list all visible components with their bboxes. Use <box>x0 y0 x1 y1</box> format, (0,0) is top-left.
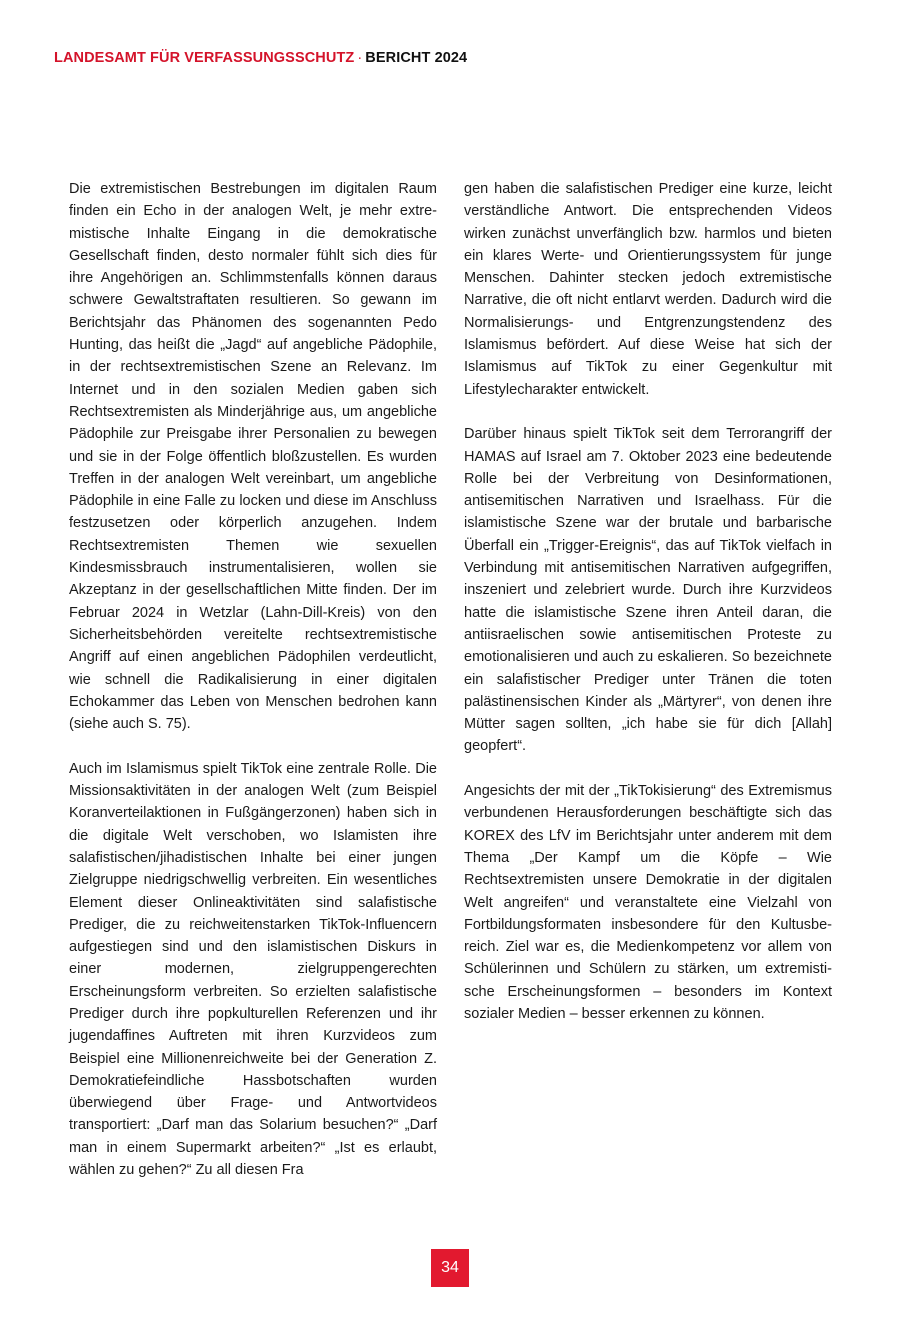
paragraph: Auch im Islamismus spielt TikTok eine zentrale Rolle. Die Missionsaktivitäten in der analogen Welt (zum Beispiel Koranverteilaktionen in Fußgängerzonen) haben sich in die digitale Welt verschoben, wo Islamisten ihre salafistischen/jihadistischen Inhalte bei einer jungen Zielgruppe niedrigschwellig verbreiten. Ein wesentliches Element dieser Onlineaktivitäten sind salafistische Prediger, die zu reichweitenstarken TikTok-Influencern aufgestiegen sind und den islamistischen Diskurs in einer modernen, zielgruppengerechten Erscheinungsform verbreiten. So erzielten salafistische Prediger durch ihre popkulturellen Referenzen und ihr jugendaffines Auftreten mit ihren Kurzvideos zum Beispiel eine Millionenreichweite bei der Generation Z. Demokratiefeindliche Hassbotschaften wurden überwiegend über Frage- und Antwortvideos transportiert: „Darf man das Solarium besuchen?“ „Darf man in einem Supermarkt arbeiten?“ „Ist es erlaubt, wählen zu gehen?“ Zu all diesen Fra <box>69 760 437 1179</box>
running-header <box>54 50 467 66</box>
paragraph: gen haben die salafistischen Prediger eine kurze, leicht verständliche Antwort. Die entsprechenden Videos wirken zunächst unverfänglich bzw. harmlos und bieten ein klares Werte- und Orientierungssystem für junge Menschen. Dahinter stecken jedoch extremistische Narrative, die oft nicht entlarvt werden. Dadurch wird die Normalisierungs- und Entgrenzungstendenz des Islamismus befördert. Auf diese Weise hat sich der Islamismus auf TikTok zu einer Gegenkultur mit Lifestylecharakter entwickelt. <box>464 181 832 398</box>
page-number: 34 <box>431 1249 469 1287</box>
paragraph: Darüber hinaus spielt TikTok seit dem Terrorangriff der HAMAS auf Israel am 7. Oktober 2023 eine bedeutende Rolle bei der Verbreitung von Desinformationen, antisemitischen Narrativen und Israelhass. Für die islamistische Szene war der brutale und barbarische Überfall ein „Trigger-Ereignis“, das auf TikTok vielfach in Verbindung mit antisemitischen Narrativen aufgegriffen, inszeniert und zelebriert wurde. Durch ihre Kurzvideos hatte die islamistische Szene ihren Anteil daran, die antiisraelischen sowie antisemitischen Proteste zu emotionalisieren und auch zu eskalieren. So bezeichnete ein salafistischer Prediger unter Tränen die toten palästinensischen Kinder als „Märtyrer“, von denen ihre Mütter sagen sollten, „ich habe sie für dich [Allah] geopfert“. <box>464 426 832 755</box>
text-column-right <box>464 178 832 1048</box>
header-report-title: BERICHT 2024 <box>365 50 468 66</box>
paragraph: Die extremistischen Bestrebungen im digitalen Raum finden ein Echo in der analogen Welt, je mehr extremistische Inhalte Eingang in die demokratische Gesellschaft finden, desto normaler fühlt sich dies für ihre Angehörigen an. Schlimmstenfalls können daraus schwere Gewaltstraftaten resultieren. So gewann im Berichtsjahr das Phänomen des sogenannten Pedo Hunting, das heißt die „Jagd“ auf angebliche Pädophile, in der rechtsextremistischen Szene an Relevanz. Im Internet und in den sozialen Medien gaben sich Rechtsextremisten als Minderjährige aus, um angebliche Pädophile zur Preisgabe ihrer Personalien zu bewegen und sie in der Folge öffentlich bloßzustellen. Es wurden Treffen in der analogen Welt vereinbart, um angebliche Pädophile in eine Falle zu locken und diese im Anschluss festzusetzen oder körperlich anzugehen. Indem Rechtsextremisten Themen wie sexuellen Kindesmissbrauch instrumentalisieren, wollen sie Akzeptanz in der gesellschaftlichen Mitte finden. Der im Februar 2024 in Wetzlar (Lahn-Dill-Kreis) von den Sicherheitsbehörden vereitelte rechtsextremistische Angriff auf einen angeblichen Pädophilen verdeutlicht, wie schnell die Radikalisierung in einer digitalen Echokammer das Leben von Menschen bedrohen kann (siehe auch S. 75). <box>69 181 437 733</box>
text-column-left <box>69 178 437 1204</box>
header-organization: LANDESAMT FÜR VERFASSUNGSSCHUTZ <box>54 50 355 66</box>
paragraph: Angesichts der mit der „TikTokisierung“ des Extremismus verbundenen Herausforderungen beschäftigte sich das KOREX des LfV im Berichtsjahr unter anderem mit dem Thema „Der Kampf um die Köpfe – Wie Rechtsextremisten unsere Demokratie in der digitalen Welt angreifen“ und veranstaltete eine Vielzahl von Fortbildungsformaten insbesondere für den Kultusbereich. Ziel war es, die Medienkompetenz vor allem von Schülerinnen und Schülern zu stärken, um extremistische Erscheinungsformen – besonders im Kontext sozialer Medien – besser erkennen zu können. <box>464 783 832 1022</box>
header-separator: · <box>357 50 363 66</box>
